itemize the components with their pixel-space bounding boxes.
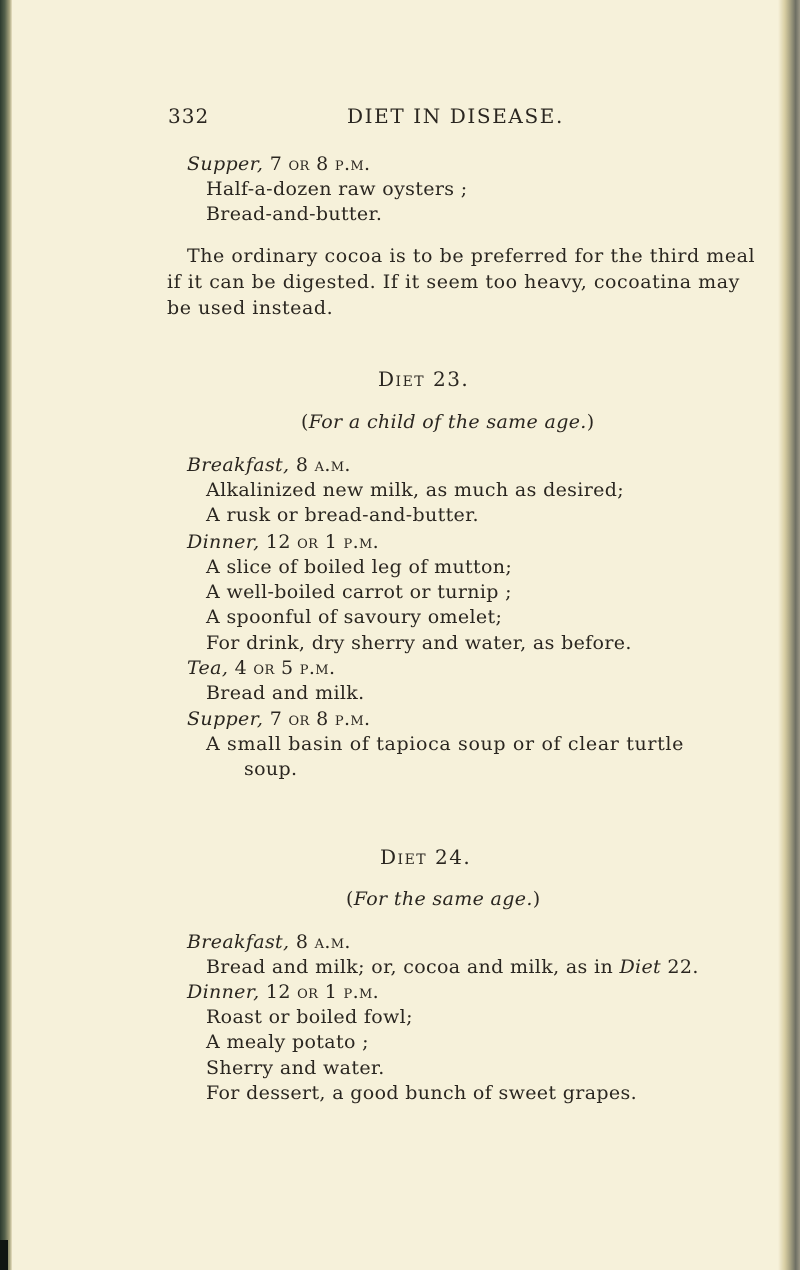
meal-item: A mealy potato ;: [206, 1031, 369, 1053]
meal-item: Alkalinized new milk, as much as desired;: [206, 479, 624, 501]
meal-label: Supper,: [187, 708, 264, 730]
meal-heading-tea: [187, 656, 335, 680]
meal-item: Bread and milk.: [206, 682, 365, 704]
diet-heading: Diet 23.: [378, 367, 470, 391]
meal-heading-breakfast: [187, 453, 351, 477]
diet-subheading: (For a child of the same age.): [301, 411, 595, 433]
meal-heading-dinner: [187, 980, 379, 1004]
meal-label: Dinner,: [187, 531, 260, 553]
running-title: DIET IN DISEASE.: [347, 104, 564, 128]
paragraph-line: be used instead.: [167, 297, 334, 319]
meal-item: Sherry and water.: [206, 1057, 385, 1079]
page-edge-shadow: [778, 0, 800, 1270]
meal-item: A spoonful of savoury omelet;: [206, 606, 503, 628]
meal-label: Dinner,: [187, 981, 260, 1003]
diet-reference: Diet: [619, 956, 662, 978]
meal-time: 8 a.m.: [295, 931, 351, 953]
meal-time: 7 or 8 p.m.: [269, 708, 371, 730]
meal-heading-supper: [187, 707, 370, 731]
meal-heading-dinner: [187, 530, 379, 554]
meal-time: 8 a.m.: [295, 454, 351, 476]
meal-item: A small basin of tapioca soup or of clear turtle: [206, 733, 685, 755]
meal-item: Half-a-dozen raw oysters ;: [206, 178, 468, 200]
meal-label: Tea,: [187, 657, 229, 679]
meal-item: For dessert, a good bunch of sweet grapes.: [206, 1082, 637, 1104]
meal-time: 12 or 1 p.m.: [265, 531, 380, 553]
meal-label: Breakfast,: [187, 454, 290, 476]
meal-item: A rusk or bread-and-butter.: [206, 504, 479, 526]
meal-time: 4 or 5 p.m.: [234, 657, 336, 679]
meal-time: 12 or 1 p.m.: [265, 981, 380, 1003]
page-number: 332: [168, 104, 210, 128]
meal-label: Breakfast,: [187, 931, 290, 953]
diet-subheading: (For the same age.): [346, 888, 541, 910]
paragraph-line: The ordinary cocoa is to be preferred for the third meal: [187, 245, 756, 267]
paragraph-line: if it can be digested. If it seem too heavy, cocoatina may: [167, 271, 740, 293]
diet-subheading-text: For the same age.: [353, 888, 533, 910]
diet-heading: Diet 24.: [380, 845, 472, 869]
meal-heading-supper: [187, 152, 370, 176]
meal-item: A slice of boiled leg of mutton;: [206, 556, 513, 578]
diet-subheading-text: For a child of the same age.: [308, 411, 587, 433]
meal-item: Bread-and-butter.: [206, 203, 383, 225]
meal-item: A well-boiled carrot or turnip ;: [206, 581, 512, 603]
meal-item: For drink, dry sherry and water, as before.: [206, 632, 632, 654]
meal-item: soup.: [244, 758, 298, 780]
meal-item: Roast or boiled fowl;: [206, 1006, 413, 1028]
meal-heading-breakfast: [187, 930, 351, 954]
meal-label: Supper,: [187, 153, 264, 175]
meal-item: Bread and milk; or, cocoa and milk, as in Diet 22.: [206, 956, 699, 978]
meal-time: 7 or 8 p.m.: [269, 153, 371, 175]
